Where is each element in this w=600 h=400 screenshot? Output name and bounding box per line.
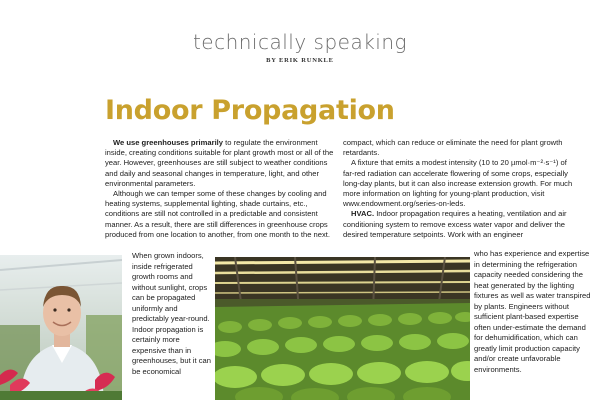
page-kicker: technically speaking bbox=[192, 30, 408, 54]
column-right bbox=[343, 138, 575, 240]
paragraph bbox=[105, 138, 337, 189]
author-photo bbox=[0, 255, 122, 400]
byline: BY ERIK RUNKLE bbox=[266, 57, 334, 64]
paragraph: compact, which can reduce or eliminate the need for plant growth retardants. bbox=[343, 138, 563, 158]
paragraph: who has experience and expertise in determining the refrigeration capacity needed considering the heat generated by the lighting fixtures as well as water transpired by plants. Engineers without sufficient plant-based expertise often under-estimate the demand for dehumidification, which can greatly limit production capacity and/or create unfavorable environments. bbox=[474, 249, 591, 374]
paragraph-text: Indoor propagation requires a heating, ventilation and air conditioning system to remove excess water vapor and deliver the desired temperature setpoints. Work with an engineer bbox=[343, 209, 567, 239]
indoor-lettuce-photo bbox=[215, 257, 470, 400]
section-head-hvac: HVAC. bbox=[351, 209, 375, 219]
paragraph bbox=[343, 209, 575, 240]
column-left-narrow bbox=[132, 251, 212, 377]
column-left bbox=[105, 138, 337, 240]
paragraph: When grown indoors, inside refrigerated growth rooms and without sunlight, crops can be propagated uniformly and predictably year-round. Indoor propagation is certainly more expensive than in greenhouses, but it can be economical bbox=[132, 251, 211, 376]
article-title: Indoor Propagation bbox=[105, 95, 395, 126]
lead-in: We use greenhouses primarily bbox=[113, 138, 224, 147]
paragraph-text: to regulate the environment inside, creating conditions suitable for plant growth most or all of the year. However, greenhouses are still subject to weather conditions and daily and seasonal changes in temperature, light, and other environmental parameters. bbox=[105, 138, 334, 188]
paragraph: Although we can temper some of these changes by cooling and heating systems, supplemental lighting, shade curtains, etc., conditions are still not controlled in a predictable and consistent manner. As a result, there are still differences in greenhouse crops produced from one location to another, from one month to the next. bbox=[105, 189, 330, 239]
paragraph: A fixture that emits a modest intensity (10 to 20 µmol·m⁻²·s⁻¹) of far-red radiation can accelerate flowering of some crops, especially long-day plants, but it can also increase extension growth. For much more information on lighting for young-plant production, visit www.endowment.org/series-on-leds. bbox=[343, 158, 573, 209]
column-right-continued bbox=[474, 249, 594, 375]
